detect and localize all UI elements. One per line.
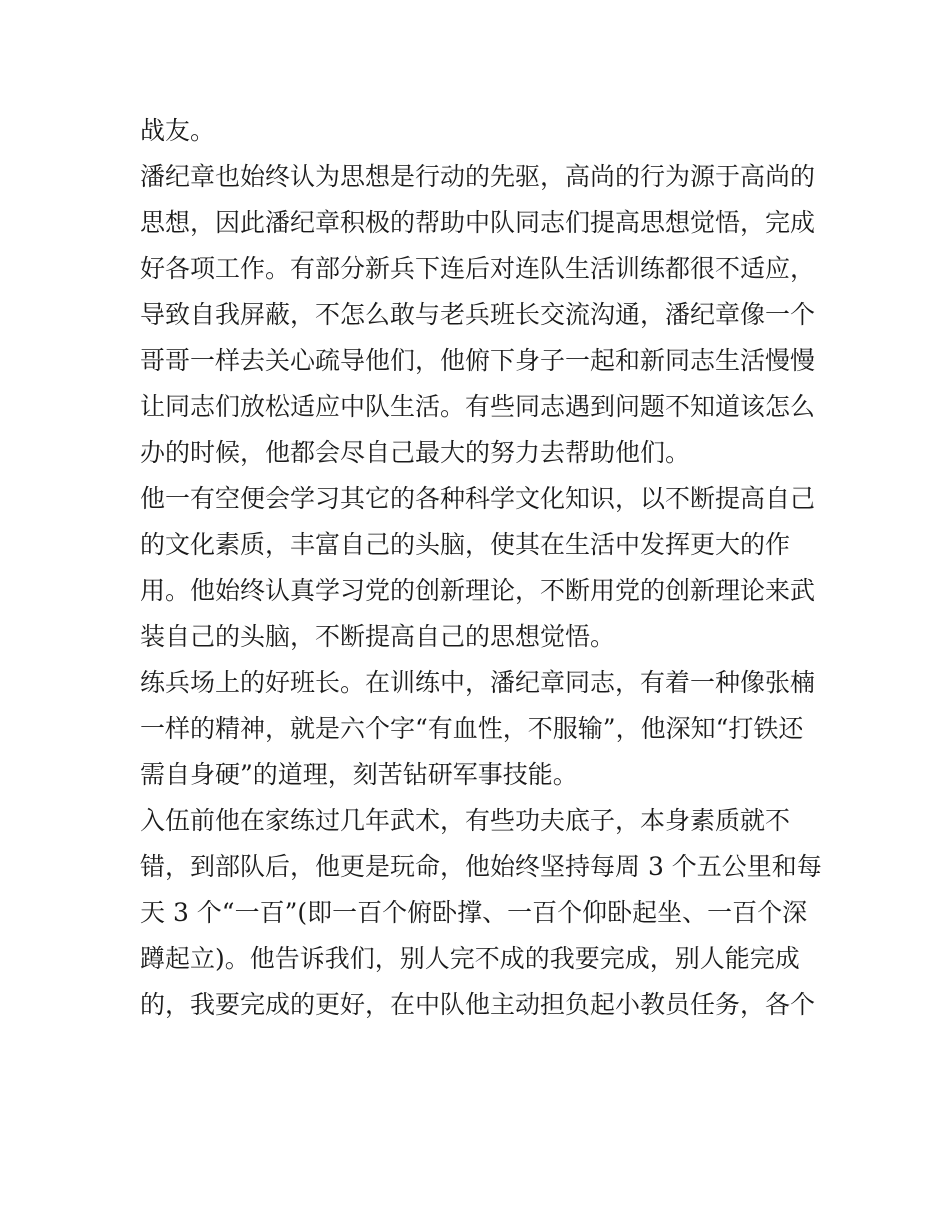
- text-line: 的文化素质，丰富自己的头脑，使其在生活中发挥更大的作: [140, 530, 791, 559]
- text-line: 错，到部队后，他更是玩命，他始终坚持每周 3 个五公里和每: [140, 852, 822, 881]
- text-line: 他一有空便会学习其它的各种科学文化知识，以不断提高自己: [140, 484, 816, 513]
- document-body: [140, 108, 822, 1028]
- text-line: 办的时候，他都会尽自己最大的努力去帮助他们。: [140, 438, 691, 467]
- text-line: 天 3 个“一百”(即一百个俯卧撑、一百个仰卧起坐、一百个深: [140, 898, 808, 927]
- text-line: 一样的精神，就是六个字“有血性，不服输”，他深知“打铁还: [140, 714, 804, 743]
- text-line: 战友。: [140, 116, 216, 145]
- text-line: 导致自我屏蔽，不怎么敢与老兵班长交流沟通，潘纪章像一个: [140, 300, 816, 329]
- text-line: 需自身硬”的道理，刻苦钻研军事技能。: [140, 760, 578, 789]
- text-line: 的，我要完成的更好，在中队他主动担负起小教员任务，各个: [140, 990, 816, 1019]
- text-line: 蹲起立)。他告诉我们，别人完不成的我要完成，别人能完成: [140, 944, 800, 973]
- text-line: 让同志们放松适应中队生活。有些同志遇到问题不知道该怎么: [140, 392, 816, 421]
- text-line: 装自己的头脑，不断提高自己的思想觉悟。: [140, 622, 616, 651]
- text-line: 入伍前他在家练过几年武术，有些功夫底子，本身素质就不: [140, 806, 791, 835]
- text-line: 好各项工作。有部分新兵下连后对连队生活训练都很不适应，: [140, 254, 816, 283]
- text-line: 用。他始终认真学习党的创新理论，不断用党的创新理论来武: [140, 576, 816, 605]
- text-line: 哥哥一样去关心疏导他们，他俯下身子一起和新同志生活慢慢: [140, 346, 816, 375]
- text-line: 潘纪章也始终认为思想是行动的先驱，高尚的行为源于高尚的: [140, 162, 816, 191]
- text-line: 思想，因此潘纪章积极的帮助中队同志们提高思想觉悟，完成: [140, 208, 816, 237]
- text-line: 练兵场上的好班长。在训练中，潘纪章同志，有着一种像张楠: [140, 668, 816, 697]
